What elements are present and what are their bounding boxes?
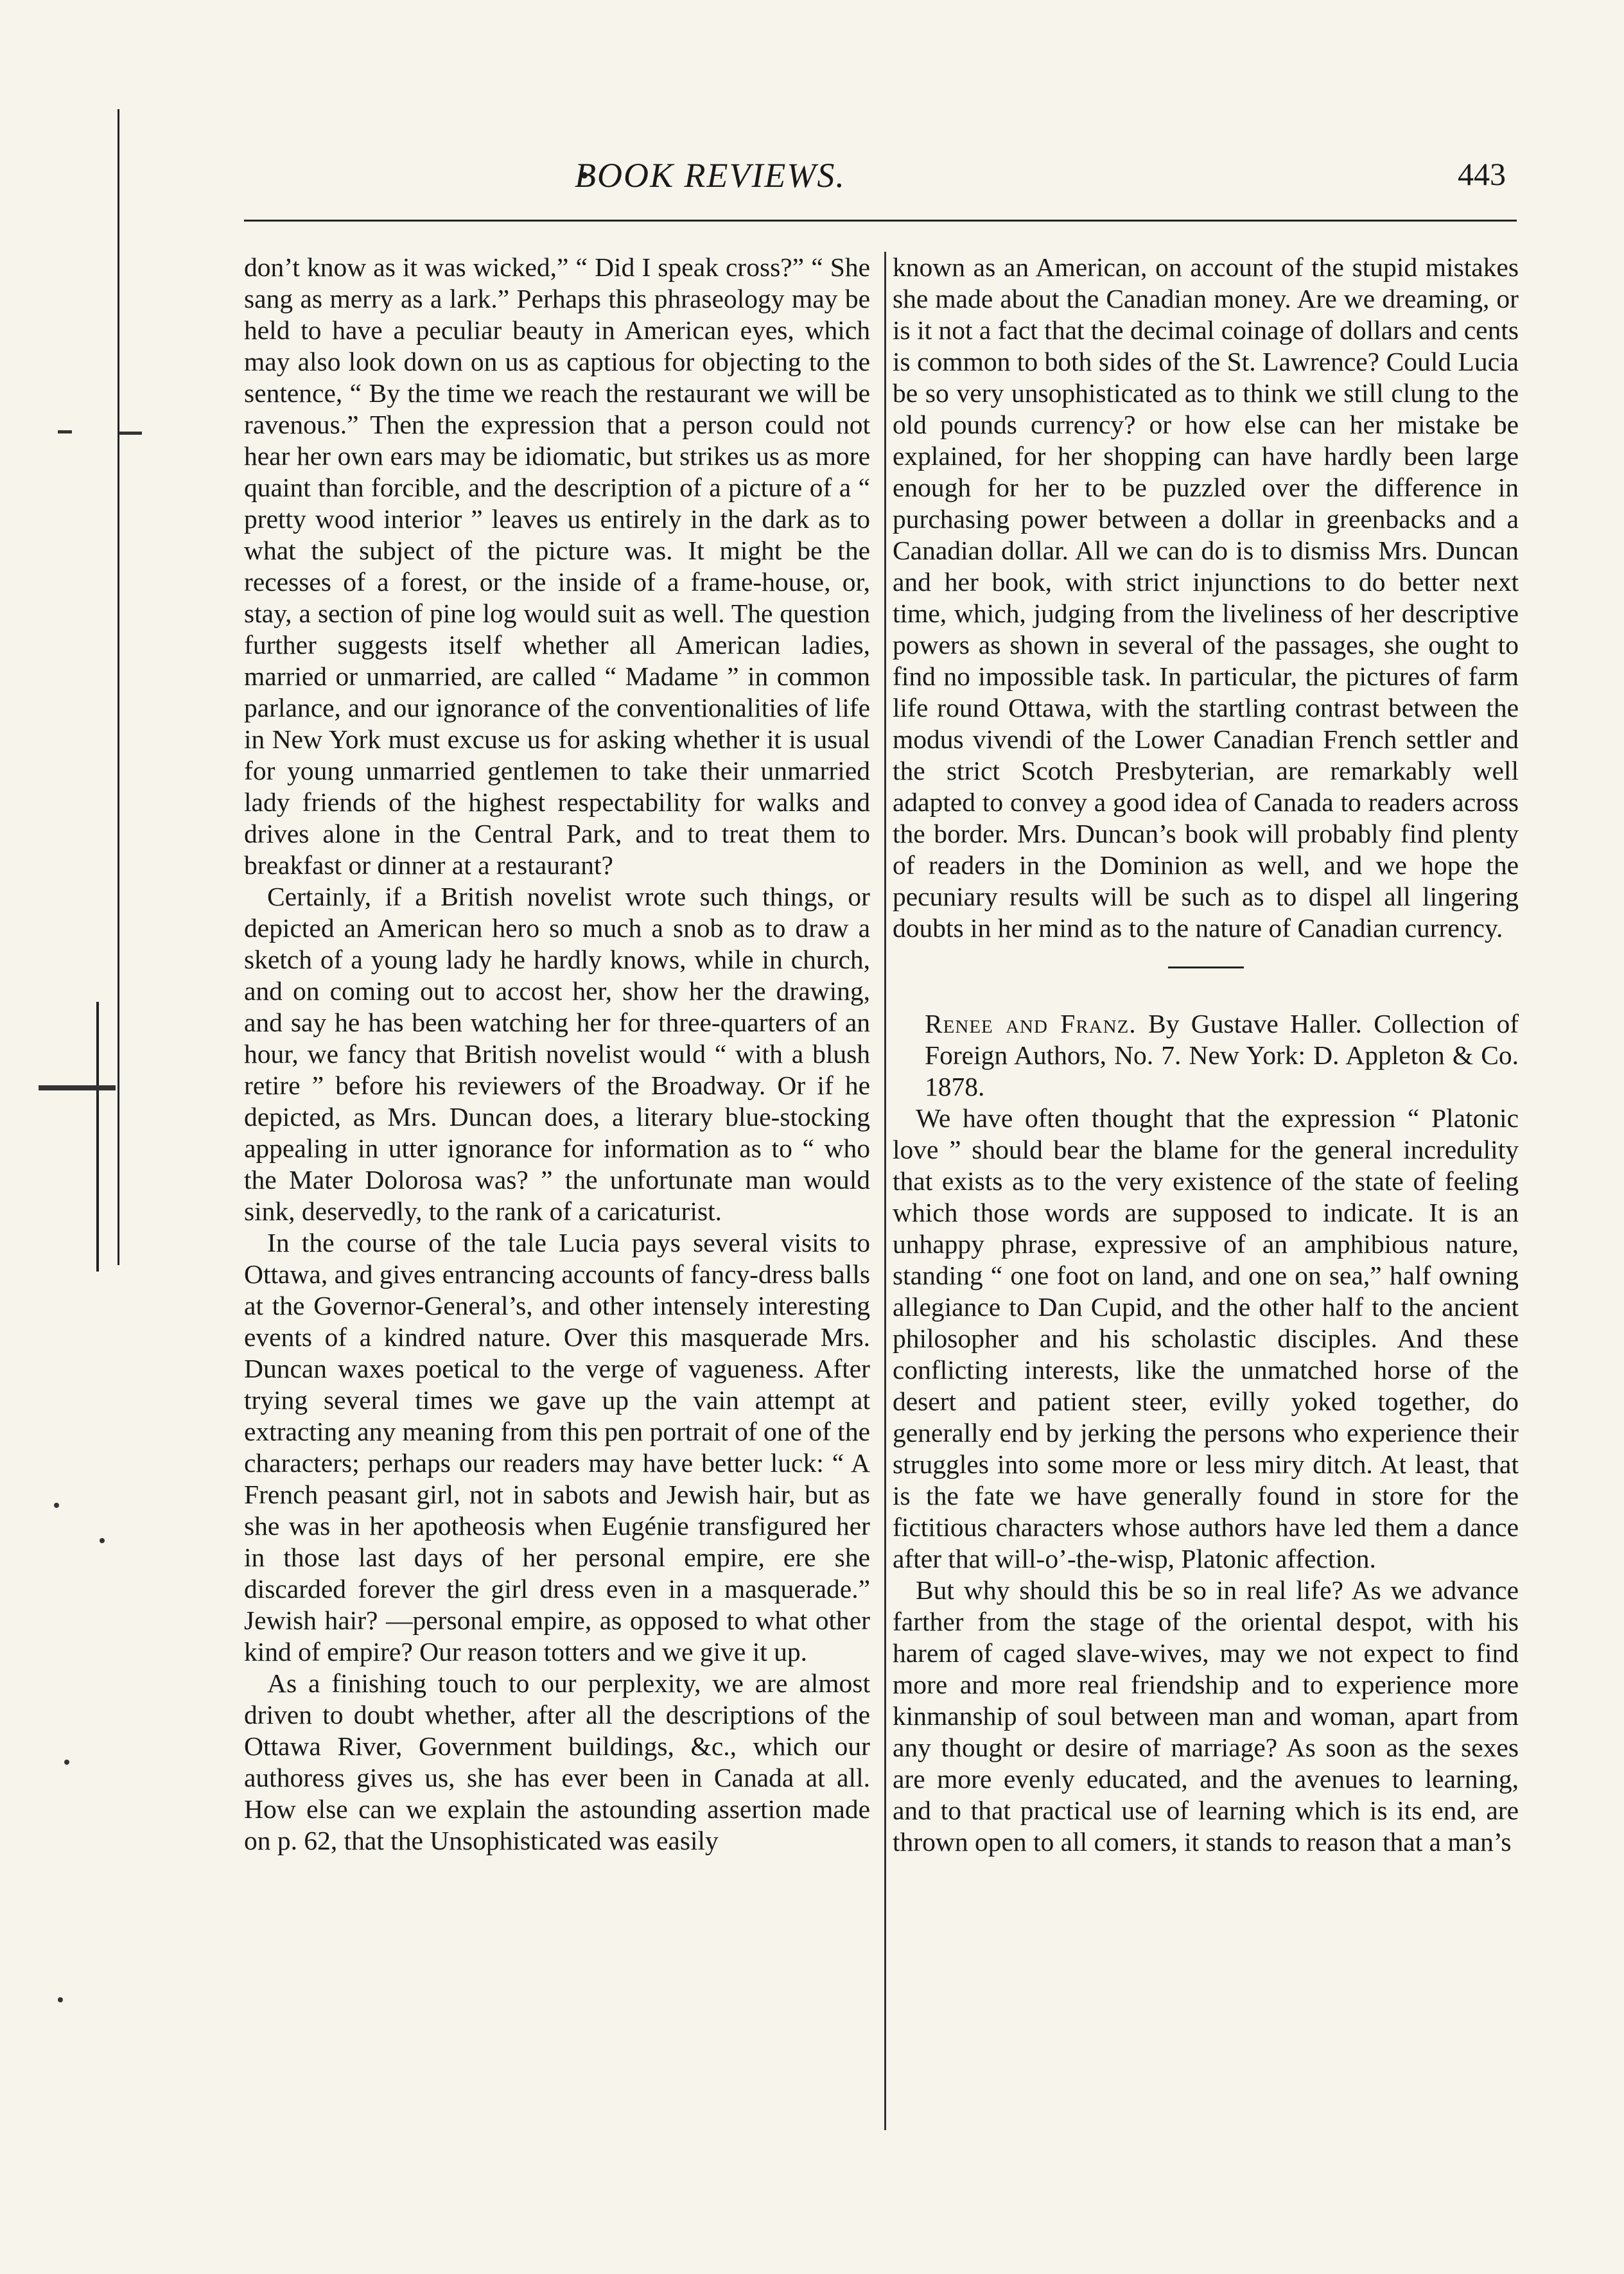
book-title: Renee and Franz. (925, 1009, 1137, 1038)
right-column (893, 252, 1519, 1858)
margin-dot (64, 1760, 69, 1765)
paragraph: We have often thought that the expression “ Platonic love ” should bear the blame for the general incredulity that exists as to the very existence of the state of feeling which those words are supposed to indicate. It is an unhappy phrase, expressive of an amphibious nature, standing “ one foot on land, and one on sea,” half owning allegiance to Dan Cupid, and the other half to the ancient philosopher and his scholastic disciples. And these conflicting interests, like the unmatched horse of the desert and patient steer, evilly yoked together, do generally end by jerking the persons who experience their struggles into some more or less miry ditch. At least, that is the fate we have generally found in store for the fictitious characters whose authors have led them a dance after that will-o’-the-wisp, Platonic affection. (893, 1103, 1519, 1573)
margin-scan-line-thick (96, 1002, 99, 1272)
paragraph: known as an American, on account of the stupid mistakes she made about the Canadian money. Are we dreaming, or is it not a fact that the decimal coinage of dollars and cents is common to both sides of the St. Lawrence? Could Lucia be so very unsophisticated as to think we still clung to the old pounds currency? or how else can her mistake be explained, for her shopping can have hardly been large enough for her to be puzzled over the difference in purchasing power between a dollar in greenbacks and a Canadian dollar. All we can do is to dismiss Mrs. Duncan and her book, with strict injunctions to do better next time, which, judging from the liveliness of her descriptive powers as shown in several of the passages, she ought to find no impossible task. In particular, the pictures of farm life round Ottawa, with the startling contrast between the modus vivendi of the Lower Canadian French settler and the strict Scotch Presbyterian, are remarkably well adapted to convey a good idea of Canada to readers across the border. Mrs. Duncan’s book will probably find plenty of readers in the Dominion as well, and we hope the pecuniary results will be such as to dispel all lingering doubts in her mind as to the nature of Canadian currency. (893, 252, 1519, 943)
left-column (244, 252, 870, 1857)
column-divider (884, 252, 886, 2130)
book-heading (893, 1008, 1519, 1103)
margin-dot (58, 1997, 63, 2002)
margin-dot (54, 1503, 59, 1508)
margin-mark (119, 432, 142, 435)
margin-dot (100, 1538, 105, 1543)
page-number: 443 (1458, 156, 1506, 192)
paragraph: But why should this be so in real life? As we advance farther from the stage of the oriental despot, with his harem of caged slave-wives, may we not expect to find more and more real friendship and to experience more kinmanship of soul between man and woman, apart from any thought or desire of marriage? As soon as the sexes are more evenly educated, and the avenues to learning, and to that practical use of learning which is its end, are thrown open to all comers, it stands to reason that a man’s (893, 1575, 1519, 1857)
paragraph: don’t know as it was wicked,” “ Did I speak cross?” “ She sang as merry as a lark.” Perhaps this phraseology may be held to have a peculiar beauty in American eyes, which may also look down on us as captious for objecting to the sentence, “ By the time we reach the restaurant we will be ravenous.” Then the expression that a person could not hear her own ears may be idiomatic, but strikes us as more quaint than forcible, and the description of a picture of a “ pretty wood interior ” leaves us entirely in the dark as to what the subject of the picture was. It might be the recesses of a forest, or the inside of a frame-house, or, stay, a section of pine log would suit as well. The question further suggests itself whether all American ladies, married or unmarried, are called “ Madame ” in common parlance, and our ignorance of the conventionalities of life in New York must excuse us for asking whether it is usual for young unmarried gentlemen to take their unmarried lady friends of the highest respectability for walks and drives alone in the Central Park, and to treat them to breakfast or dinner at a restaurant? (244, 252, 870, 880)
margin-mark (39, 1085, 116, 1090)
margin-mark (58, 430, 72, 433)
header-rule (244, 220, 1517, 222)
section-divider (1168, 966, 1244, 968)
margin-scan-line (118, 109, 119, 1265)
book-details: By Gustave Haller. Collection of Foreign Authors, No. 7. New York: D. Appleton & Co. 1878. (925, 1009, 1519, 1101)
paragraph: As a finishing touch to our perplexity, we are almost driven to doubt whether, after all the descriptions of the Ottawa River, Government buildings, &c., which our authoress gives us, she has ever been in Canada at all. How else can we explain the astounding assertion made on p. 62, that the Unsophisticated was easily (244, 1668, 870, 1855)
running-head: BOOK REVIEWS. (575, 156, 846, 195)
paragraph: Certainly, if a British novelist wrote such things, or depicted an American hero so much a snob as to draw a sketch of a young lady he hardly knows, while in church, and on coming out to accost her, show her the drawing, and say he has been watching her for three-quarters of an hour, we fancy that British novelist would “ with a blush retire ” before his reviewers of the Broadway. Or if he depicted, as Mrs. Duncan does, a literary blue-stocking appealing in utter ignorance for information as to “ who the Mater Dolorosa was? ” the unfortunate man would sink, deservedly, to the rank of a caricaturist. (244, 882, 870, 1226)
paragraph: In the course of the tale Lucia pays several visits to Ottawa, and gives entrancing accounts of fancy-dress balls at the Governor-General’s, and other intensely interesting events of a kindred nature. Over this masquerade Mrs. Duncan waxes poetical to the verge of vagueness. After trying several times we gave up the vain attempt at extracting any meaning from this pen portrait of one of the characters; perhaps our readers may have better luck: “ A French peasant girl, not in sabots and Jewish hair, but as she was in her apotheosis when Eugénie transfigured her in those last days of her personal empire, ere she discarded forever the girl dress even in a masquerade.” Jewish hair? —personal empire, as opposed to what other kind of empire? Our reason totters and we give it up. (244, 1228, 870, 1666)
